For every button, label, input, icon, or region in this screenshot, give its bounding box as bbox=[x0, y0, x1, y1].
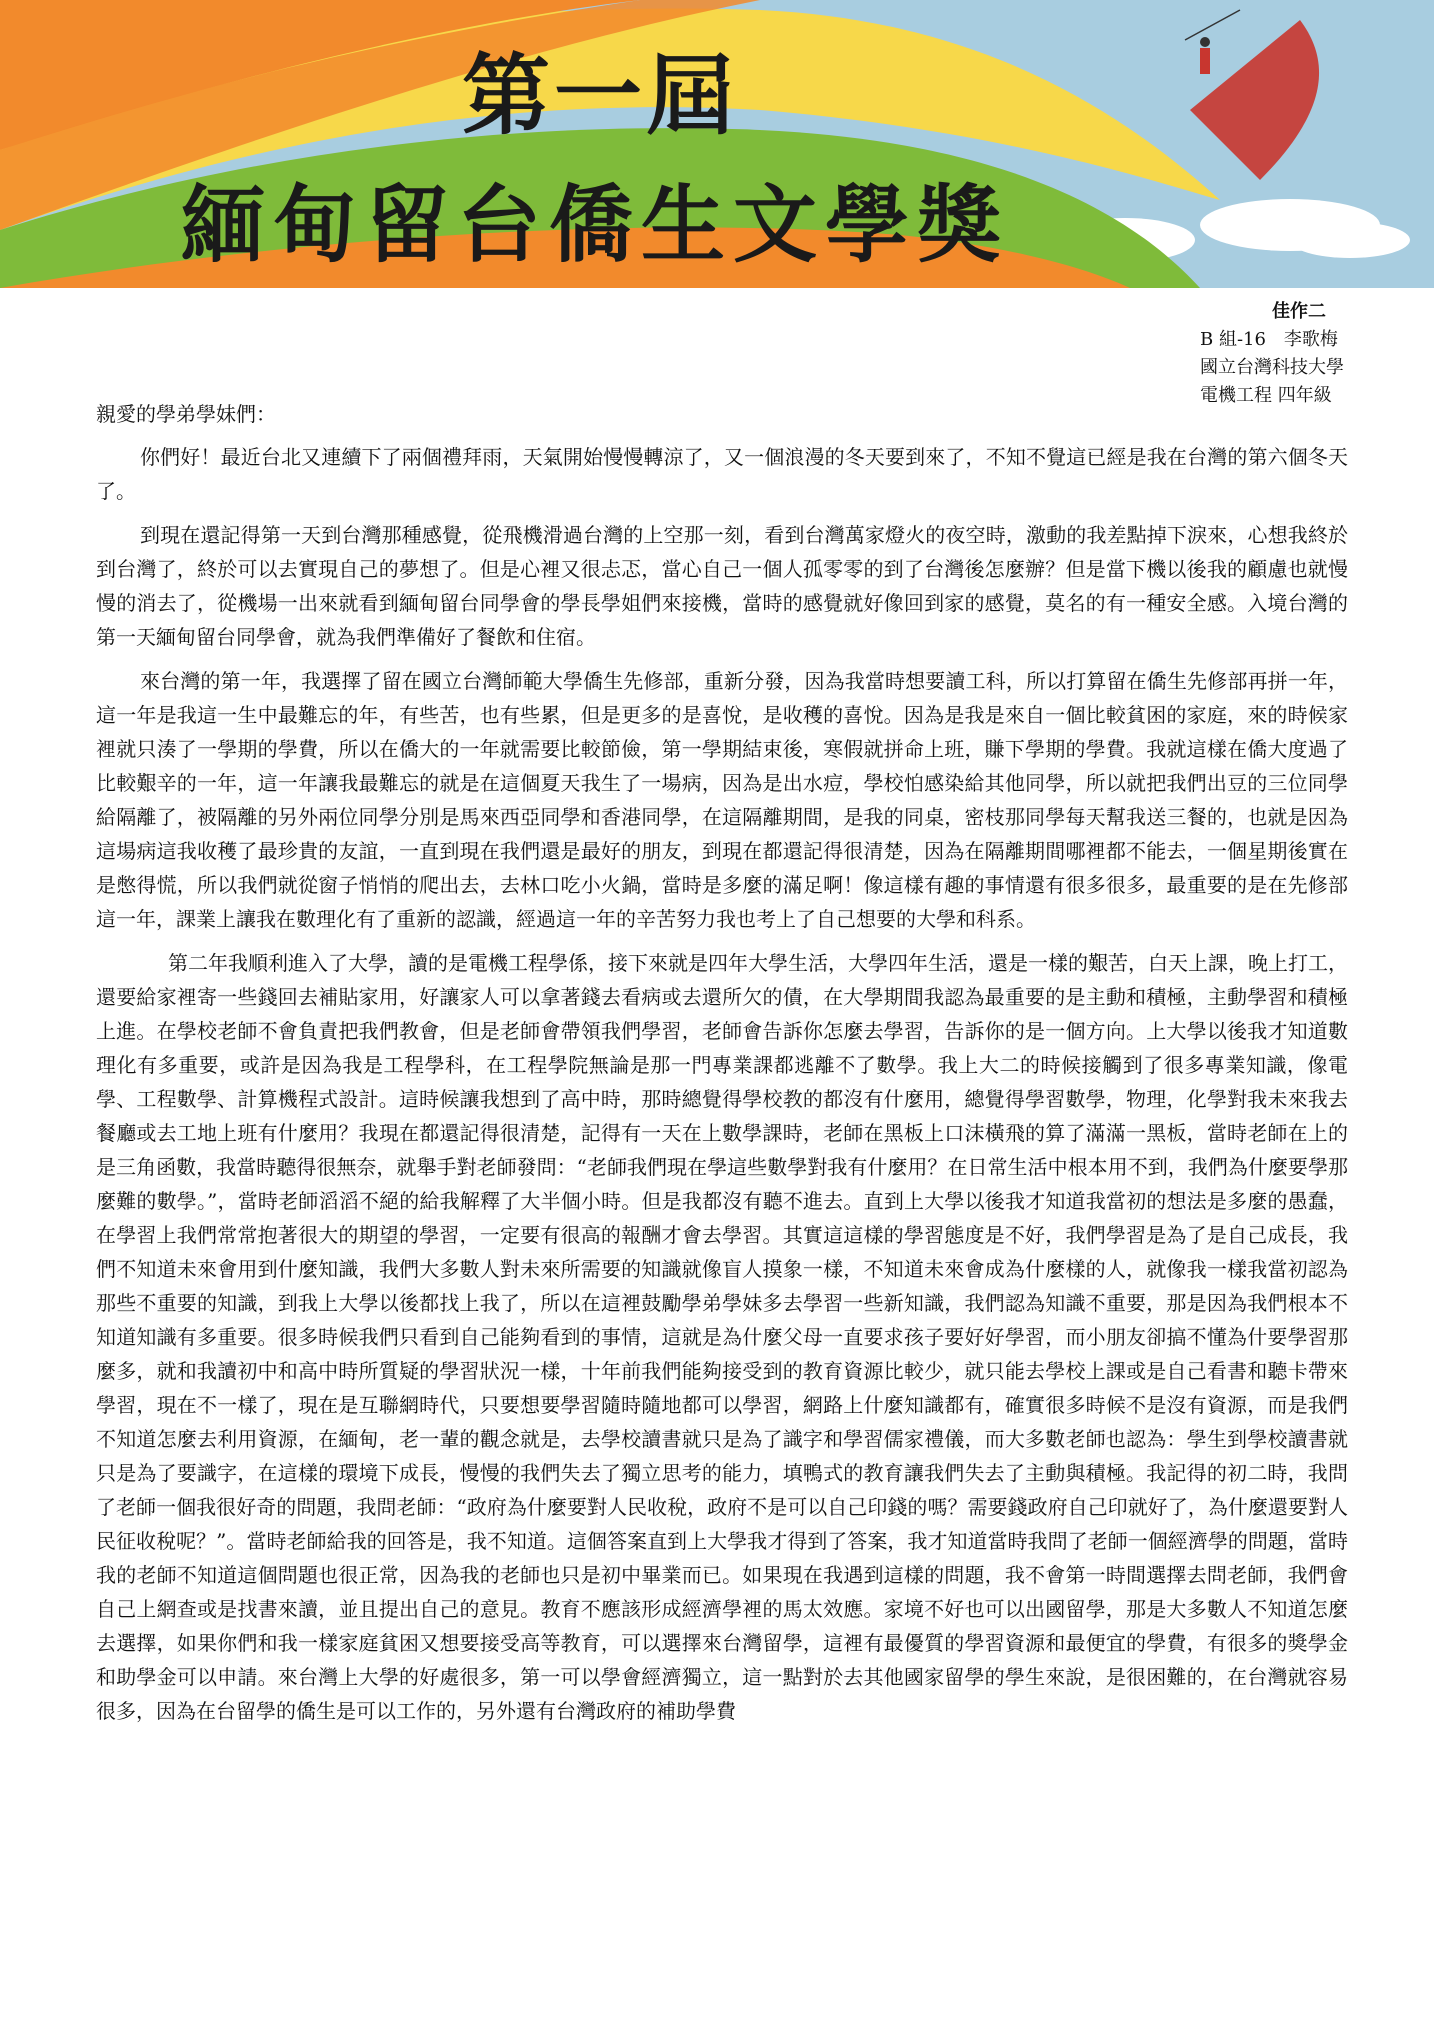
figure-head-icon bbox=[1200, 37, 1210, 47]
author-info bbox=[1200, 298, 1344, 410]
award-label: 佳作二 bbox=[1272, 301, 1326, 322]
title-line-2: 緬甸留台僑生文學獎 bbox=[180, 175, 1009, 274]
paragraph-1: 你們好！最近台北又連續下了兩個禮拜雨，天氣開始慢慢轉涼了，又一個浪漫的冬天要到來了，不知不覺這已經是我在台灣的第六個冬天了。 bbox=[96, 445, 1348, 503]
department: 電機工程 四年級 bbox=[1200, 385, 1332, 406]
paragraph-2: 到現在還記得第一天到台灣那種感覺，從飛機滑過台灣的上空那一刻，看到台灣萬家燈火的夜空時，激動的我差點掉下淚來，心想我終於到台灣了，終於可以去實現自己的夢想了。但是心裡又很忐忑，當心自己一個人孤零零的到了台灣後怎麼辦？但是當下機以後我的顧慮也就慢慢的消去了，從機場一出來就看到緬甸留台同學會的學長學姐們來接機，當時的感覺就好像回到家的感覺，莫名的有一種安全感。入境台灣的第一天緬甸留台同學會，就為我們準備好了餐飲和住宿。 bbox=[96, 523, 1348, 649]
letter-body bbox=[96, 440, 1348, 1738]
paragraph-3: 來台灣的第一年，我選擇了留在國立台灣師範大學僑生先修部，重新分發，因為我當時想要讀工科，所以打算留在僑生先修部再拼一年，這一年是我這一生中最難忘的年，有些苦，也有些累，但是更多的是喜悅，是收穫的喜悅。因為是我是來自一個比較貧困的家庭，來的時候家裡就只湊了一學期的學費，所以在僑大的一年就需要比較節儉，第一學期結束後，寒假就拼命上班，賺下學期的學費。我就這樣在僑大度過了比較艱辛的一年，這一年讓我最難忘的就是在這個夏天我生了一場病，因為是出水痘，學校怕感染給其他同學，所以就把我們出豆的三位同學給隔離了，被隔離的另外兩位同學分別是馬來西亞同學和香港同學，在這隔離期間，是我的同桌，密枝那同學每天幫我送三餐的，也就是因為這場病這我收穫了最珍貴的友誼，一直到現在我們還是最好的朋友，到現在都還記得很清楚，因為在隔離期間哪裡都不能去，一個星期後實在是憋得慌，所以我們就從窗子悄悄的爬出去，去林口吃小火鍋，當時是多麼的滿足啊！像這樣有趣的事情還有很多很多，最重要的是在先修部這一年，課業上讓我在數理化有了重新的認識，經過這一年的辛苦努力我也考上了自己想要的大學和科系。 bbox=[96, 669, 1348, 931]
figure-body-icon bbox=[1200, 48, 1210, 74]
title-line-1: 第一屆 bbox=[461, 43, 738, 147]
paragraph-4: 第二年我順利進入了大學，讀的是電機工程學係，接下來就是四年大學生活，大學四年生活，還是一樣的艱苦，白天上課，晚上打工，還要給家裡寄一些錢回去補貼家用，好讓家人可以拿著錢去看病或去還所欠的債，在大學期間我認為最重要的是主動和積極，主動學習和積極上進。在學校老師不會負責把我們教會，但是老師會帶領我們學習，老師會告訴你怎麼去學習，告訴你的是一個方向。上大學以後我才知道數理化有多重要，或許是因為我是工程學科，在工程學院無論是那一門專業課都逃離不了數學。我上大二的時候接觸到了很多專業知識，像電學、工程數學、計算機程式設計。這時候讓我想到了高中時，那時總覺得學校教的都沒有什麼用，總覺得學習數學，物理，化學對我未來我去餐廳或去工地上班有什麼用？我現在都還記得很清楚，記得有一天在上數學課時，老師在黑板上口沫橫飛的算了滿滿一黑板，當時老師在上的是三角函數，我當時聽得很無奈，就舉手對老師發問：“老師我們現在學這些數學對我有什麼用？在日常生活中根本用不到，我們為什麼要學那麼難的數學。”，當時老師滔滔不絕的給我解釋了大半個小時。但是我都沒有聽不進去。直到上大學以後我才知道我當初的想法是多麼的愚蠢，在學習上我們常常抱著很大的期望的學習，一定要有很高的報酬才會去學習。其實這這樣的學習態度是不好，我們學習是為了是自己成長，我們不知道未來會用到什麼知識，我們大多數人對未來所需要的知識就像盲人摸象一樣，不知道未來會成為什麼樣的人，就像我一樣我當初認為那些不重要的知識，到我上大學以後都找上我了，所以在這裡鼓勵學弟學妹多去學習一些新知識，我們認為知識不重要，那是因為我們根本不知道知識有多重要。很多時候我們只看到自己能夠看到的事情，這就是為什麼父母一直要求孩子要好好學習，而小朋友卻搞不懂為什要學習那麼多，就和我讀初中和高中時所質疑的學習狀況一樣，十年前我們能夠接受到的教育資源比較少，就只能去學校上課或是自己看書和聽卡帶來學習，現在不一樣了，現在是互聯網時代，只要想要學習隨時隨地都可以學習，網路上什麼知識都有，確實很多時候不是沒有資源，而是我們不知道怎麼去利用資源，在緬甸，老一輩的觀念就是，去學校讀書就只是為了識字和學習儒家禮儀，而大多數老師也認為：學生到學校讀書就只是為了要識字，在這樣的環境下成長，慢慢的我們失去了獨立思考的能力，填鴨式的教育讓我們失去了主動與積極。我記得的初二時，我問了老師一個我很好奇的問題，我問老師：“政府為什麼要對人民收稅，政府不是可以自己印錢的嗎？需要錢政府自己印就好了，為什麼還要對人民征收稅呢？”。當時老師給我的回答是，我不知道。這個答案直到上大學我才得到了答案，我才知道當時我問了老師一個經濟學的問題，當時我的老師不知道這個問題也很正常，因為我的老師也只是初中畢業而已。如果現在我遇到這樣的問題，我不會第一時間選擇去問老師，我們會自己上網查或是找書來讀，並且提出自己的意見。教育不應該形成經濟學裡的馬太效應。家境不好也可以出國留學，那是大多數人不知道怎麼去選擇，如果你們和我一樣家庭貧困又想要接受高等教育，可以選擇來台灣留學，這裡有最優質的學習資源和最便宜的學費，有很多的獎學金和助學金可以申請。來台灣上大學的好處很多，第一可以學會經濟獨立，這一點對於去其他國家留學的學生來說，是很困難的，在台灣就容易很多，因為在台留學的僑生是可以工作的，另外還有台灣政府的補助學費 bbox=[96, 951, 1348, 1723]
header-banner bbox=[0, 0, 1434, 288]
cloud bbox=[1290, 222, 1410, 258]
school-name: 國立台灣科技大學 bbox=[1200, 357, 1344, 378]
group-number: B 組-16 李歌梅 bbox=[1200, 329, 1338, 350]
salutation: 親愛的學弟學妹們： bbox=[96, 402, 276, 426]
